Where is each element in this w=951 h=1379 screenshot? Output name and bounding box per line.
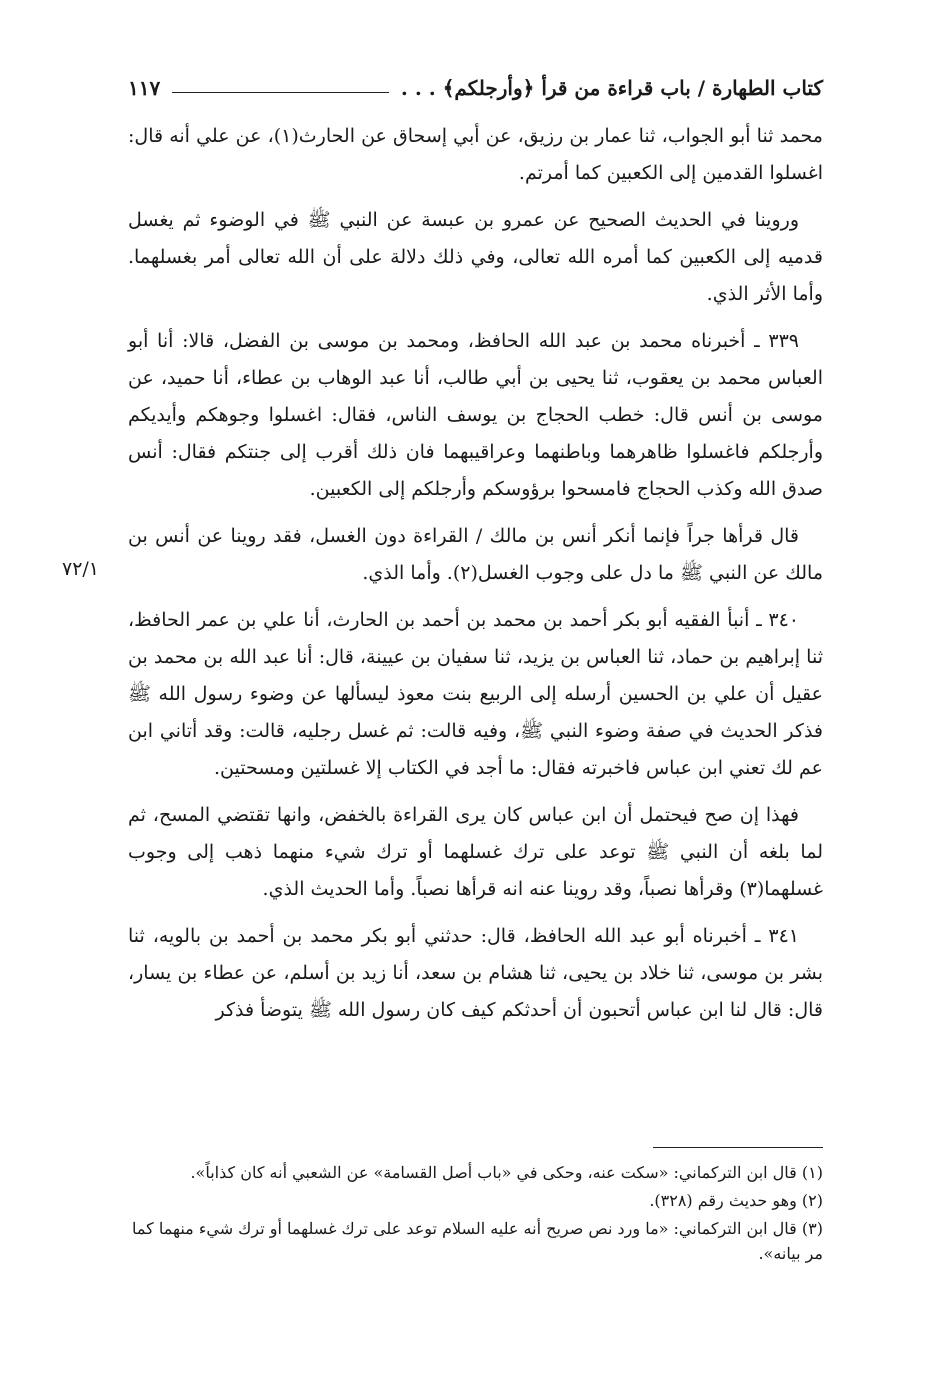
footnote-2: (٢) وهو حديث رقم (٣٢٨). xyxy=(649,1191,823,1210)
hadith-340: ٣٤٠ ـ أنبأ الفقيه أبو بكر أحمد بن محمد بن أحمد بن الحارث، أنا علي بن عمر الحافظ، ثنا إبراهيم بن حماد، ثنا العباس بن يزيد، ثنا سفيان بن عيينة، قال: أنا عبد الله بن محمد بن عقيل أن علي بن الحسين أرسله إلى الربيع بنت معوذ ليسألها عن وضوء رسول الله ﷺ فذكر الحديث في صفة وضوء النبي ﷺ، وفيه قالت: ثم غسل رجليه، قالت: وقد أتاني ابن عم لك تعني ابن عباس فاخبرته فقال: ما أجد في الكتاب إلا غسلتين ومسحتين. xyxy=(128,609,823,779)
paragraph-1: محمد ثنا أبو الجواب، ثنا عمار بن رزيق، عن أبي إسحاق عن الحارث(١)، عن علي أنه قال: اغسلوا القدمين إلى الكعبين كما أمرتم. xyxy=(128,125,823,184)
manuscript-folio-note: ٧٢/١ xyxy=(62,558,100,580)
paragraph-6: فهذا إن صح فيحتمل أن ابن عباس كان يرى القراءة بالخفض، وانها تقتضي المسح، ثم لما بلغه أن النبي ﷺ توعد على ترك غسلهما أو ترك شيء منهما ذهب إلى وجوب غسلهما(٣) وقرأها نصباً، وقد روينا عنه انه قرأها نصباً. وأما الحديث الذي. xyxy=(128,804,823,900)
header-rule xyxy=(172,92,389,93)
footnote-1: (١) قال ابن التركماني: «سكت عنه، وحكى في «باب أصل القسامة» عن الشعبي أنه كان كذاباً». xyxy=(190,1163,823,1182)
paragraph-4: قال قرأها جراً فإنما أنكر أنس بن مالك / القراءة دون الغسل، فقد روينا عن أنس بن مالك عن النبي ﷺ ما دل على وجوب الغسل(٢). وأما الذي. xyxy=(128,525,823,584)
header-title: كتاب الطهارة / باب قراءة من قرأ ﴿وأرجلكم﴾ . . . xyxy=(400,76,823,100)
page-number: ١١٧ xyxy=(128,76,161,100)
running-header xyxy=(128,70,823,106)
paragraph-2: وروينا في الحديث الصحيح عن عمرو بن عبسة عن النبي ﷺ في الوضوء ثم يغسل قدميه إلى الكعبين كما أمره الله تعالى، وفي ذلك دلالة على أن الله تعالى أمر بغسلهما. وأما الأثر الذي. xyxy=(128,209,823,305)
footnote-3: (٣) قال ابن التركماني: «ما ورد نص صريح أنه عليه السلام توعد على ترك غسلهما أو ترك شيء منهما كما مر بيانه». xyxy=(132,1219,823,1263)
hadith-339: ٣٣٩ ـ أخبرناه محمد بن عبد الله الحافظ، ومحمد بن موسى بن الفضل، قالا: أنا أبو العباس محمد بن يعقوب، ثنا يحيى بن أبي طالب، أنا عبد الوهاب بن عطاء، أنا حميد، عن موسى بن أنس قال: خطب الحجاج بن يوسف الناس، فقال: اغسلوا وجوهكم وأيديكم وأرجلكم فاغسلوا ظاهرهما وباطنهما وعراقيبهما فان ذلك أقرب إلى جنتكم فقال: أنس صدق الله وكذب الحجاج فامسحوا برؤوسكم وأرجلكم إلى الكعبين. xyxy=(128,330,823,500)
footnotes xyxy=(128,1160,823,1269)
main-text xyxy=(128,118,823,1039)
footnote-rule xyxy=(653,1147,823,1148)
hadith-341: ٣٤١ ـ أخبرناه أبو عبد الله الحافظ، قال: حدثني أبو بكر محمد بن أحمد بن بالويه، ثنا بشر بن موسى، ثنا خلاد بن يحيى، ثنا هشام بن سعد، أنا زيد بن أسلم، عن عطاء بن يسار، قال: قال لنا ابن عباس أتحبون أن أحدثكم كيف كان رسول الله ﷺ يتوضأ فذكر xyxy=(128,925,823,1021)
